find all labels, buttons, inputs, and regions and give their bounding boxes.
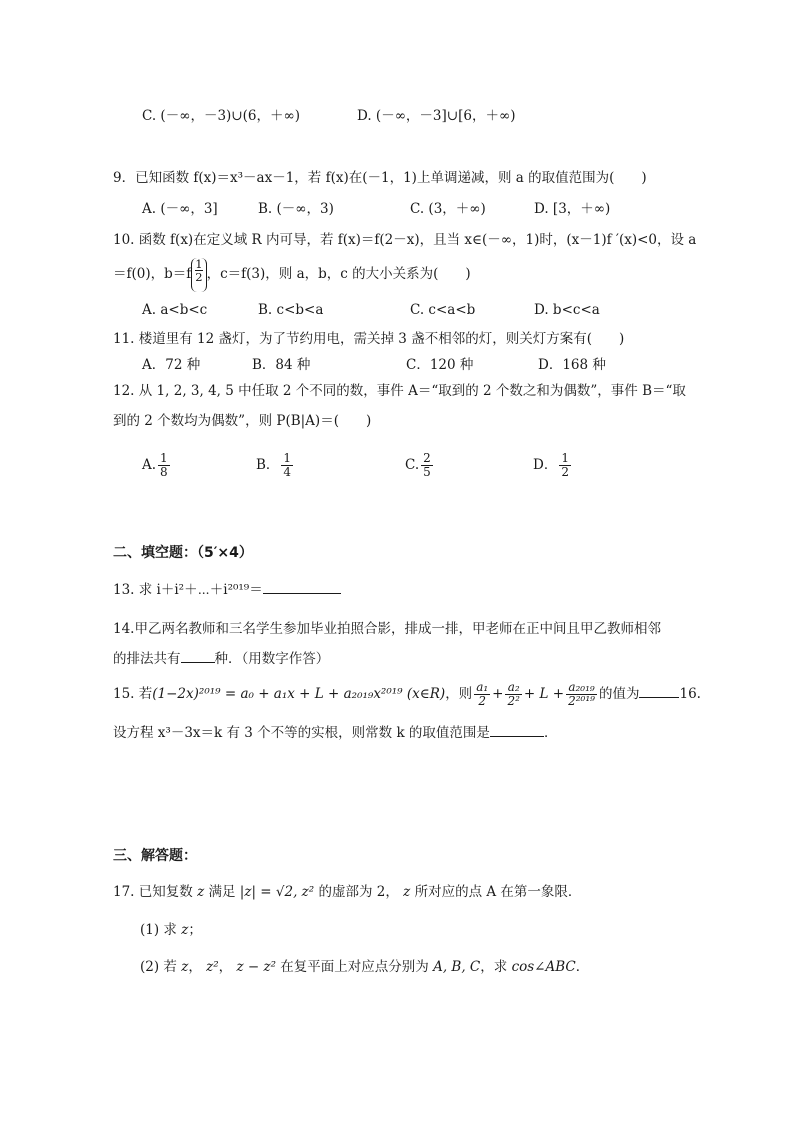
- q15-f3-num: a₂₀₁₉: [566, 681, 597, 695]
- q9-option-c: C. (3，＋∞): [410, 201, 486, 217]
- question-11-stem: 11. 楼道里有 12 盏灯，为了节约用电，需关掉 3 盏不相邻的灯，则关灯方案有( ): [113, 331, 625, 347]
- q9-option-d: D. [3，＋∞): [534, 201, 611, 217]
- q15-prefix: 15. 若: [113, 686, 153, 702]
- question-9-stem: 9．已知函数 f(x)＝x³－ax－1，若 f(x)在(－1，1)上单调递减，则 a 的取值范围为( ): [113, 170, 647, 186]
- section-3-title: 三、解答题：: [113, 848, 197, 864]
- question-10-line1: 10. 函数 f(x)在定义域 R 内可导，若 f(x)＝f(2－x)，且当 x∈(－∞，1)时，(x－1)f ′(x)<0，设 a: [113, 232, 697, 248]
- q16-answer-blank[interactable]: [490, 736, 544, 737]
- question-12-line1: 12. 从 1, 2, 3, 4, 5 中任取 2 个不同的数，事件 A＝“取到的 2 个数之和为偶数”，事件 B＝“取: [113, 383, 686, 399]
- q11-option-b: B．84 种: [252, 357, 311, 373]
- q17-part-2: [140, 955, 589, 975]
- q12-option-d: [533, 447, 573, 483]
- q12-c-den: 5: [423, 465, 431, 479]
- q11-option-c: C．120 种: [406, 357, 474, 373]
- q14-text-a: 的排法共有: [113, 651, 181, 667]
- q17-condition: |z| = √2, z²: [239, 884, 315, 900]
- option-d-prev: D. (－∞，－3]∪[6，＋∞): [357, 108, 516, 124]
- q17-p2-d: 在复平面上对应点分别为: [280, 959, 429, 975]
- q17-z-2: z: [403, 884, 411, 900]
- question-14-line2: [113, 647, 329, 667]
- q10-half-den: 2: [195, 269, 203, 284]
- question-14-line1: 14.甲乙两名教师和三名学生参加毕业拍照合影，排成一排，甲老师在正中间且甲乙教师相邻: [113, 621, 661, 637]
- q15-answer-blank[interactable]: [639, 697, 679, 698]
- q9-option-b: B. (－∞，3): [258, 201, 334, 217]
- q12-b-den: 4: [283, 465, 292, 479]
- q17-p1-z: z: [181, 922, 189, 938]
- q12-d-num: 1: [561, 450, 569, 465]
- q11-option-d: D．168 种: [538, 357, 606, 373]
- q15-mid: ，则: [445, 686, 473, 702]
- q12-c-label: C.: [405, 457, 420, 473]
- q15-f2-den: 2²: [507, 694, 520, 708]
- q12-d-den: 2: [561, 465, 569, 479]
- q17-p2-a: (2) 若: [140, 959, 177, 975]
- q10-a-b-def: ＝f(0)，b＝f: [113, 266, 192, 282]
- q17-part-1: [140, 918, 202, 938]
- q15-expression: (1−2x)²⁰¹⁹ = a₀ + a₁x + L + a₂₀₁₉x²⁰¹⁹ (x∈R): [152, 686, 446, 702]
- q14-text-b: 种．（用数字作答）: [214, 651, 330, 667]
- question-10-line2: [113, 256, 471, 292]
- q13-answer-blank[interactable]: [263, 593, 341, 594]
- q12-d-label: D．: [533, 457, 558, 473]
- q17-p2-b: ，: [188, 959, 202, 975]
- q10-option-a: A. a<b<c: [142, 302, 208, 318]
- q12-a-den: 8: [160, 465, 168, 479]
- question-16: 设方程 x³－3x＝k 有 3 个不等的实根，则常数 k 的取值范围是 ．: [113, 725, 558, 741]
- q16-stem: 设方程 x³－3x＝k 有 3 个不等的实根，则常数 k 的取值范围是: [113, 725, 490, 741]
- q17-p2-cos: cos∠ABC: [511, 959, 576, 975]
- question-12-line2: 到的 2 个数均为偶数”，则 P(B|A)＝( ): [113, 413, 372, 429]
- q15-plus-l: + L +: [523, 686, 565, 702]
- q17-p2-c: ，: [218, 959, 233, 975]
- section-2-title: 二、填空题：（5′×4）: [113, 545, 253, 561]
- q17-p2-z: z: [181, 959, 189, 975]
- q10-option-c: C. c<a<b: [410, 302, 476, 318]
- q16-number: 16.: [679, 686, 701, 702]
- q17-p2-zz: z − z²: [236, 959, 276, 975]
- q10-half-fraction: [191, 258, 206, 292]
- q15-f2-num: a₂: [505, 681, 521, 695]
- q17-text-c: 的虚部为 2，: [318, 884, 399, 900]
- q12-b-num: 1: [283, 450, 292, 465]
- q12-a-num: 1: [160, 450, 168, 465]
- q15-suffix: 的值为: [598, 686, 640, 702]
- q12-b-label: B．: [256, 457, 280, 473]
- q12-option-a: [142, 447, 172, 483]
- q17-p2-z2: z²: [206, 959, 219, 975]
- q12-option-b: [256, 447, 295, 483]
- q15-f1-den: 2: [478, 694, 486, 708]
- q17-z: z: [197, 884, 205, 900]
- q12-a-label: A.: [142, 457, 157, 473]
- q17-text-b: 满足: [208, 884, 236, 900]
- q9-option-a: A. (－∞，3]: [142, 201, 218, 217]
- q10-option-b: B. c<b<a: [258, 302, 324, 318]
- option-c-prev: C. (－∞，－3)∪(6，＋∞): [142, 108, 300, 124]
- q12-c-num: 2: [423, 450, 431, 465]
- q17-text-a: 17. 已知复数: [113, 884, 193, 900]
- q17-p1-b: ；: [188, 922, 202, 938]
- q14-answer-blank[interactable]: [181, 662, 215, 663]
- q10-option-d: D. b<c<a: [534, 302, 600, 318]
- q17-text-d: 所对应的点 A 在第一象限．: [414, 884, 582, 900]
- q17-p2-e: ，求: [480, 959, 508, 975]
- question-17-stem: [113, 880, 581, 900]
- question-13: [113, 578, 341, 598]
- question-15: 15. 若(1−2x)²⁰¹⁹ = a₀ + a₁x + L + a₂₀₁₉x²⁰¹⁹ (x∈R)，则 $\frac{\text{a₁}}{2}$ + $\frac{\text{a₂}}{\text{2²}}$ + L + $\frac{\text{a₂₀₁₉}}{\text{2²⁰¹⁹}}$ 的值为 16.: [113, 679, 701, 708]
- q15-f1-num: a₁: [476, 679, 489, 694]
- q17-p2-points: A, B, C: [433, 959, 481, 975]
- q17-p2-f: ．: [575, 959, 590, 975]
- q17-p1-a: (1) 求: [140, 922, 177, 938]
- q13-stem: 13. 求 i＋i²＋⋯＋i²⁰¹⁹＝: [113, 582, 263, 598]
- q11-option-a: A．72 种: [142, 357, 201, 373]
- q12-option-c: [405, 447, 435, 483]
- q15-f3-den: 2²⁰¹⁹: [568, 694, 595, 708]
- q10-half-num: 1: [195, 256, 203, 271]
- q10-c-def: ，c＝f(3)，则 a，b，c 的大小关系为( ): [206, 266, 471, 282]
